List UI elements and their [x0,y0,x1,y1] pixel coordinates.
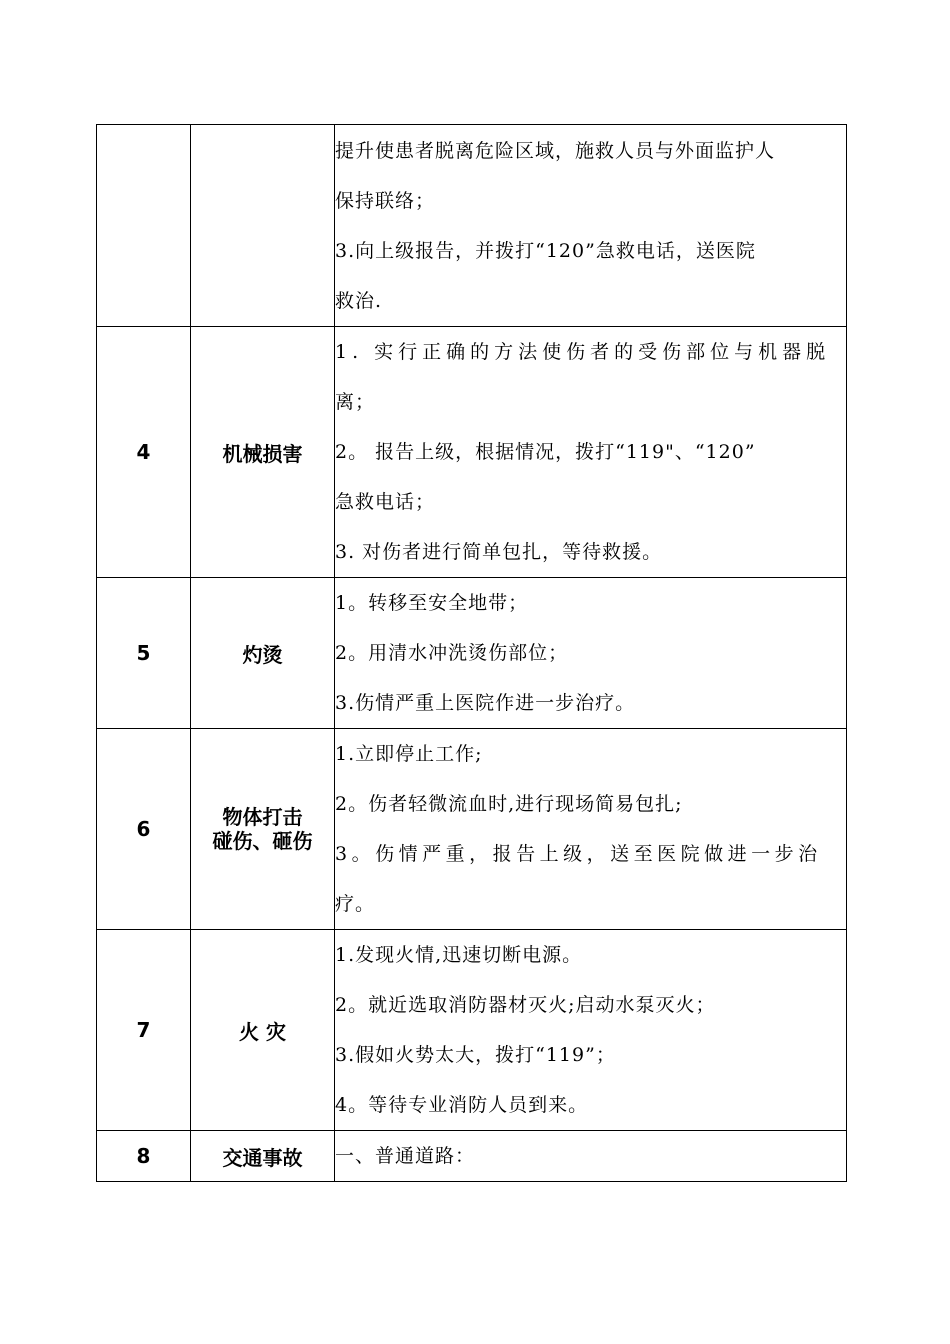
accident-type-line: 物体打击 [222,805,303,829]
table-row [97,1131,847,1182]
table-row [97,327,847,578]
accident-type: 灼烫 [191,578,335,729]
accident-type [191,729,335,930]
measure-step: 3.伤情严重上医院作进一步治疗。 [335,692,636,714]
accident-type: 机械损害 [191,327,335,578]
table-row [97,729,847,930]
accident-type: 火 灾 [191,930,335,1131]
table-row [97,930,847,1131]
measures-cell [335,930,847,1131]
accident-type: 交通事故 [191,1131,335,1182]
measure-step: 2。就近选取消防器材灭火;启动水泵灭火； [335,994,716,1016]
measure-step: 1. 实行正确的方法使伤者的受伤部位与机器脱 [335,341,831,363]
row-number: 7 [97,930,191,1131]
measure-step: 3。伤情严重，报告上级，送至医院做进一步治 [335,843,822,865]
measure-step: 急救电话； [335,491,436,513]
measures-cell [335,125,847,327]
measure-step: 3.假如火势太大，拨打“119”； [335,1044,616,1066]
measure-step: 离； [335,391,376,413]
measure-step: 1.立即停止工作; [335,743,483,765]
table-row [97,578,847,729]
row-number: 8 [97,1131,191,1182]
measures-cell [335,729,847,930]
measure-step: 2。伤者轻微流血时,进行现场简易包扎; [335,793,683,815]
measure-step: 救治. [335,289,383,312]
measure-step: 3.向上级报告，并拨打“120”急救电话，送医院 [335,239,756,262]
measure-step: 疗。 [335,893,376,915]
accident-type [191,125,335,327]
row-number [97,125,191,327]
row-number: 6 [97,729,191,930]
emergency-measures-table [96,124,847,1182]
measure-step: 2。 报告上级，根据情况，拨打“119"、“120” [335,441,756,463]
measure-step: 一、普通道路： [335,1145,476,1167]
accident-type-line: 碰伤、砸伤 [212,829,313,853]
measure-step: 1。转移至安全地带； [335,592,529,614]
measures-cell [335,327,847,578]
measures-cell [335,578,847,729]
measure-step: 2。用清水冲洗烫伤部位； [335,642,569,664]
measure-step: 4。等待专业消防人员到来。 [335,1094,589,1116]
measure-step: 1.发现火情,迅速切断电源。 [335,944,583,966]
table-row [97,125,847,327]
row-number: 5 [97,578,191,729]
measure-step: 3. 对伤者进行简单包扎，等待救援。 [335,541,663,563]
row-number: 4 [97,327,191,578]
measure-step: 保持联络； [335,189,436,212]
measures-cell [335,1131,847,1182]
measure-step: 提升使患者脱离危险区域，施救人员与外面监护人 [335,139,776,162]
